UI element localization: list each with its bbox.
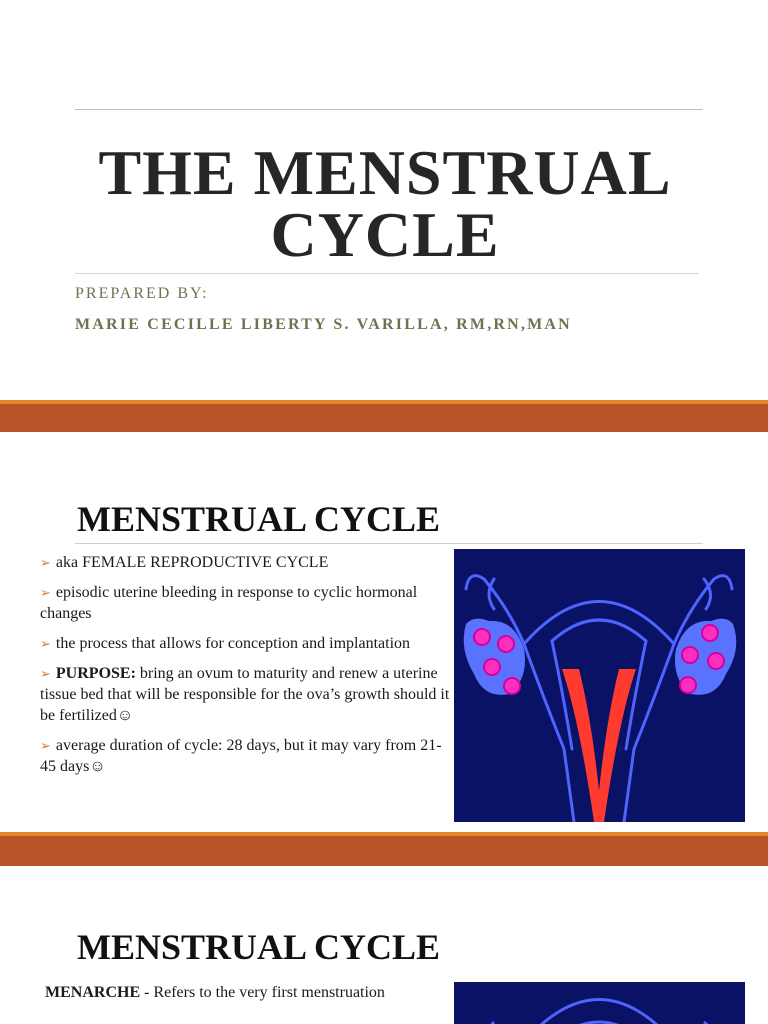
top-divider	[75, 109, 703, 110]
arrow-bullet-icon: ➢	[40, 555, 51, 570]
bullet-item: ➢ the process that allows for conception and implantation	[40, 635, 411, 652]
menarche-definition	[45, 984, 385, 1002]
slide-separator-band	[0, 832, 768, 866]
slide-separator-band	[0, 400, 768, 434]
heading-divider	[75, 543, 703, 544]
uterus-ovaries-illustration	[454, 982, 745, 1024]
content-slide-2	[0, 866, 768, 1024]
bullet-list	[34, 552, 454, 786]
title-slide	[0, 0, 768, 400]
arrow-bullet-icon: ➢	[40, 636, 51, 651]
slide-title	[75, 137, 695, 270]
slide-heading: MENSTRUAL CYCLE	[77, 499, 441, 539]
bullet-item: ➢ episodic uterine bleeding in response to cyclic hormonal changes	[40, 584, 418, 622]
author-name: MARIE CECILLE LIBERTY S. VARILLA, RM,RN,MAN	[75, 316, 572, 333]
title-line-2: CYCLE	[270, 199, 500, 270]
uterus-ovaries-illustration	[454, 549, 745, 822]
subtitle-divider	[75, 273, 699, 274]
prepared-by-label: PREPARED BY:	[75, 285, 209, 302]
menarche-text: - Refers to the very first menstruation	[140, 984, 385, 1001]
content-slide-1	[0, 432, 768, 832]
bullet-item: ➢ aka FEMALE REPRODUCTIVE CYCLE	[40, 554, 329, 571]
slide-heading: MENSTRUAL CYCLE	[77, 927, 441, 967]
bullet-item: ➢ PURPOSE: bring an ovum to maturity and renew a uterine tissue bed that will be responsible for the ova’s growth should it be fertilized☺	[40, 665, 450, 724]
arrow-bullet-icon: ➢	[40, 585, 51, 600]
arrow-bullet-icon: ➢	[40, 738, 51, 753]
title-line-1: THE MENSTRUAL	[98, 137, 672, 208]
arrow-bullet-icon: ➢	[40, 666, 51, 681]
bullet-item: ➢ average duration of cycle: 28 days, but it may vary from 21-45 days☺	[40, 737, 442, 775]
menarche-term: MENARCHE	[45, 984, 141, 1001]
